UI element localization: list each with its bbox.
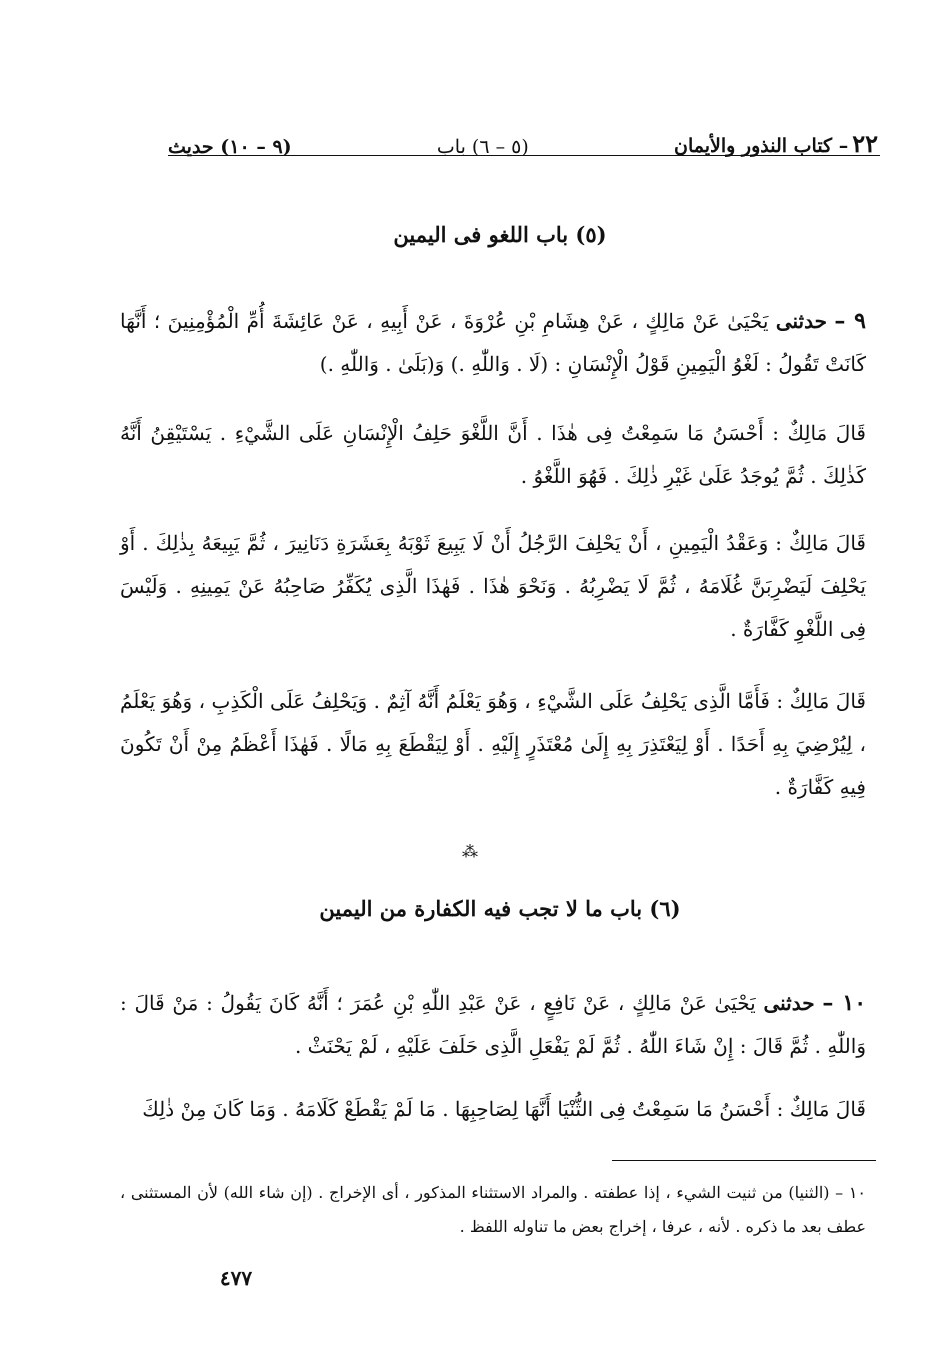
malik-comment-1: قَالَ مَالِكٌ : أَحْسَنُ مَا سَمِعْتُ فِى هٰذَا . أَنَّ اللَّغْوَ حَلِفُ الْإِنْسَانِ عَلَى الشَّيْءِ . يَسْتَيْقِنُ أَنَّهُ كَذٰلِكَ . ثُمَّ يُوجَدُ عَلَىٰ غَيْرِ ذٰلِكَ . فَهُوَ اللَّغْوُ . (120, 421, 866, 488)
section-heading-6: (٦) باب ما لا تجب فيه الكفارة من اليمين (319, 896, 681, 921)
hadith-10-paragraph (120, 982, 866, 1068)
page-number: ٤٧٧ (219, 1266, 253, 1290)
malik-comment-2: قَالَ مَالِكٌ : وَعَقْدُ الْيَمِينِ ، أَنْ يَحْلِفَ الرَّجُلُ أَنْ لَا يَبِيعَ ثَوْبَهُ بِعَشَرَةِ دَنَانِيرَ ، ثُمَّ يَبِيعَهُ بِذٰلِكَ . أَوْ يَحْلِفَ لَيَضْرِبَنَّ غُلَامَهُ ، ثُمَّ لَا يَضْرِبُهُ . وَنَحْوَ هٰذَا . فَهٰذَا الَّذِى يُكَفِّرُ صَاحِبُهُ عَنْ يَمِينِهِ . وَلَيْسَ فِى اللَّغْوِ كَفَّارَةٌ . (120, 531, 866, 641)
header-rule (168, 155, 880, 156)
hadith-number: ٩ – (834, 308, 866, 334)
section-heading-5: (٥) باب اللغو فى اليمين (393, 222, 607, 247)
book-title-text: – كتاب النذور والأيمان (673, 135, 849, 157)
hadith-9-paragraph (120, 300, 866, 386)
hadith-number: ١٠ – (822, 990, 867, 1016)
chapter-range: (٥ – ٦) باب (436, 136, 529, 158)
hadith-text: يَحْيَىٰ عَنْ مَالِكٍ ، عَنْ هِشَامِ بْنِ عُرْوَةَ ، عَنْ أَبِيهِ ، عَنْ عَائِشَةَ أُمِّ الْمُؤْمِنِينَ ؛ أَنَّهَا كَانَتْ تَقُولُ : لَغْوُ الْيَمِينِ قَوْلُ الْإِنْسَانِ : (لَا . وَاللّٰهِ .) وَ(بَلَىٰ . وَاللّٰهِ .) (120, 309, 866, 376)
section-divider-stars: ⁂ (462, 842, 478, 861)
footnote-rule (612, 1160, 876, 1161)
hadith-lead: حدثنى (763, 991, 815, 1015)
book-title (674, 129, 878, 158)
hadith-lead: حدثنى (775, 309, 827, 333)
footnote: ١٠ – (الثنيا) من ثنيت الشيء ، إذا عطفته . والمراد الاستثناء المذكور ، أى الإخراج . (إن شاء الله) لأن المستثنى ، عطف بعد ما ذكره . لأنه ، عرفا ، إخراج بعض ما تناوله اللفظ . (120, 1183, 866, 1236)
running-header (168, 118, 878, 158)
malik-comment-3: قَالَ مَالِكٌ : فَأَمَّا الَّذِى يَحْلِفُ عَلَى الشَّيْءِ ، وَهُوَ يَعْلَمُ أَنَّهُ آثِمٌ . وَيَحْلِفُ عَلَى الْكَذِبِ ، وَهُوَ يَعْلَمُ ، لِيُرْضِيَ بِهِ أَحَدًا . أَوْ لِيَعْتَذِرَ بِهِ إِلَىٰ مُعْتَذَرٍ إِلَيْهِ . أَوْ لِيَقْطَعَ بِهِ مَالًا . فَهٰذَا أَعْظَمُ مِنْ أَنْ تَكُونَ فِيهِ كَفَّارَةٌ . (120, 689, 866, 799)
book-number: ٢٢ (852, 129, 878, 158)
malik-comment-4: قَالَ مَالِكٌ : أَحْسَنُ مَا سَمِعْتُ فِى الثُّنْيَا أَنَّهَا لِصَاحِبِهَا . مَا لَمْ يَقْطَعْ كَلَامَهُ . وَمَا كَانَ مِنْ ذٰلِكَ (142, 1097, 866, 1121)
hadith-range: (٩ – ١٠) حديث (168, 136, 292, 158)
hadith-text: يَحْيَىٰ عَنْ مَالِكٍ ، عَنْ نَافِعٍ ، عَنْ عَبْدِ اللّٰهِ بْنِ عُمَرَ ؛ أَنَّهُ كَانَ يَقُولُ : مَنْ قَالَ : وَاللّٰهِ . ثُمَّ قَالَ : إِنْ شَاءَ اللّٰهُ . ثُمَّ لَمْ يَفْعَلِ الَّذِى حَلَفَ عَلَيْهِ ، لَمْ يَحْنَثْ . (120, 991, 866, 1058)
